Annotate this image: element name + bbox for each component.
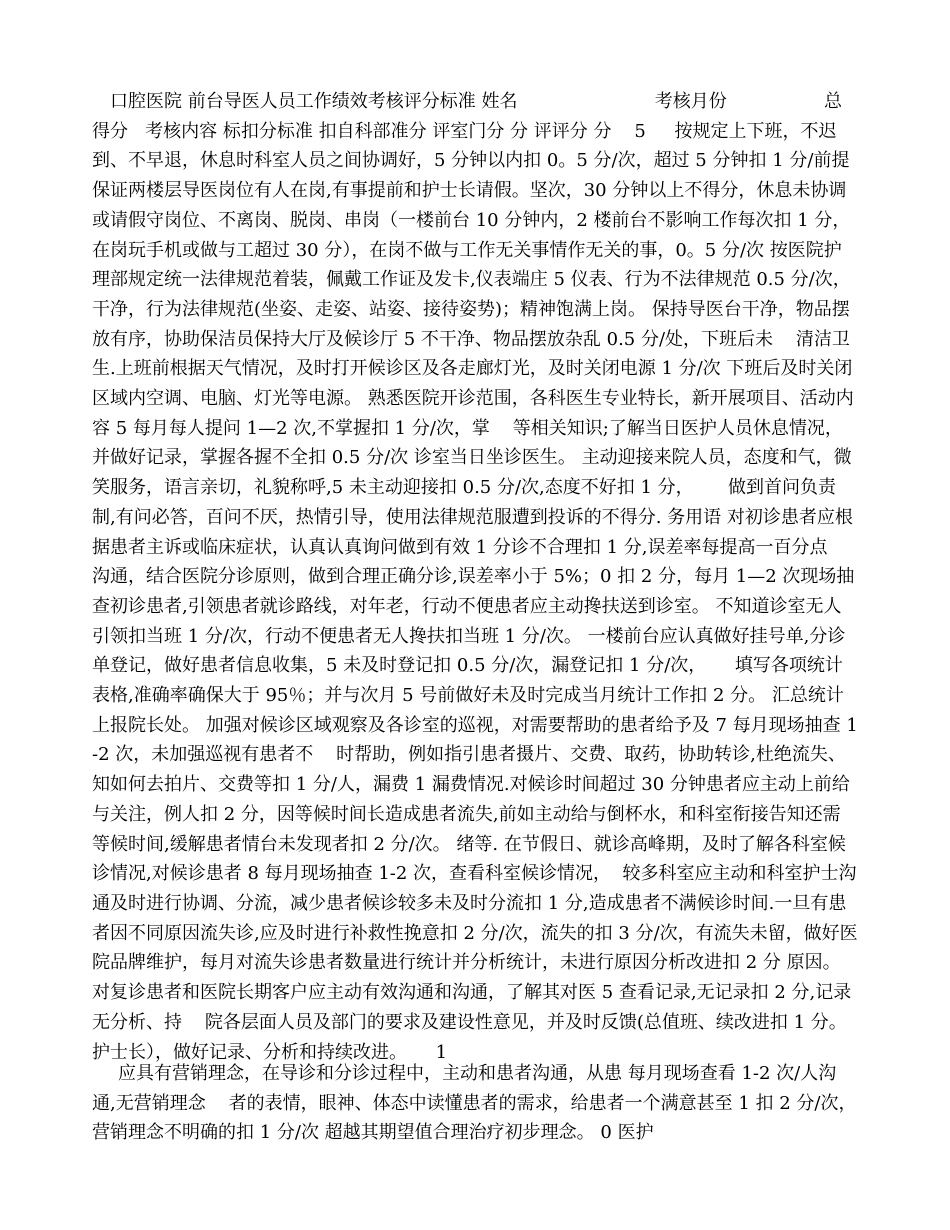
document-body-paragraph: 口腔医院 前台导医人员工作绩效考核评分标准 姓名 考核月份 总得分 考核内容 标扣分标准 扣自科部准分 评室门分 分 评评分 分 5 按规定上下班，不迟到、不早退，休息时科室人员之间协调好，5 分钟以内扣 0。5 分/次，超过 5 分钟扣 1 分/前提保证两楼层导医岗位有人在岗,有事提前和护士长请假。坚次，30 分钟以上不得分，休息未协调或请假守岗位、不离岗、脱岗、串岗（一楼前台 10 分钟内，2 楼前台不影响工作每次扣 1 分，在岗玩手机或做与工超过 30 分），在岗不做与工作无关事情作无关的事，0。5 分/次 按医院护理部规定统一法律规范着装，佩戴工作证及发卡,仪表端庄 5 仪表、行为不法律规范 0.5 分/次， 干净，行为法律规范(坐姿、走姿、站姿、接待姿势)；精神饱满上岗。 保持导医台干净，物品摆放有序，协助保洁员保持大厅及候诊厅 5 不干净、物品摆放杂乱 0.5 分/处，下班后未 清洁卫生.上班前根据天气情况，及时打开候诊区及各走廊灯光，及时关闭电源 1 分/次 下班后及时关闭区域内空调、电脑、灯光等电源。 熟悉医院开诊范围，各科医生专业特长，新开展项目、活动内容 5 每月每人提问 1—2 次,不掌握扣 1 分/次，掌 等相关知识;了解当日医护人员休息情况，并做好记录，掌握各握不全扣 0.5 分/次 诊室当日坐诊医生。 主动迎接来院人员，态度和气，微笑服务，语言亲切，礼貌称呼,5 未主动迎接扣 0.5 分/次,态度不好扣 1 分， 做到首问负责制,有问必答，百问不厌，热情引导，使用法律规范服遭到投诉的不得分. 务用语 对初诊患者应根据患者主诉或临床症状，认真认真询问做到有效 1 分诊不合理扣 1 分,误差率每提高一百分点 沟通，结合医院分诊原则，做到合理正确分诊,误差率小于 5%；0 扣 2 分，每月 1—2 次现场抽查初诊患者,引领患者就诊路线，对年老，行动不便患者应主动搀扶送到诊室。 不知道诊室无人引领扣当班 1 分/次，行动不便患者无人搀扶扣当班 1 分/次。 一楼前台应认真做好挂号单,分诊单登记，做好患者信息收集，5 未及时登记扣 0.5 分/次，漏登记扣 1 分/次， 填写各项统计表格,准确率确保大于 95％；并与次月 5 号前做好未及时完成当月统计工作扣 2 分。 汇总统计上报院长处。 加强对候诊区域观察及各诊室的巡视，对需要帮助的患者给予及 7 每月现场抽查 1-2 次，未加强巡视有患者不 时帮助，例如指引患者摄片、交费、取药，协助转诊,杜绝流失、知如何去拍片、交费等扣 1 分/人，漏费 1 漏费情况.对候诊时间超过 30 分钟患者应主动上前给与关注，例人扣 2 分，因等候时间长造成患者流失,前如主动给与倒杯水，和科室衔接告知还需等候时间,缓解患者情台未发现者扣 2 分/次。 绪等. 在节假日、就诊高峰期，及时了解各科室候诊情况,对候诊患者 8 每月现场抽查 1-2 次，查看科室候诊情况， 较多科室应主动和科室护士沟通及时进行协调、分流，减少患者候诊较多未及时分流扣 1 分,造成患者不满候诊时间.一旦有患者因不同原因流失诊,应及时进行补救性挽意扣 2 分/次，流失的扣 3 分/次，有流失未留，做好医院品牌维护，每月对流失诊患者数量进行统计并分析统计，未进行原因分析改进扣 2 分 原因。 对复诊患者和医院长期客户应主动有效沟通和沟通，了解其对医 5 查看记录,无记录扣 2 分,记录无分析、持 院各层面人员及部门的要求及建设性意见，并及时反馈(总值班、续改进扣 1 分。 护士长），做好记录、分析和持续改进。 1 <box>92 91 891 1063</box>
document-body-paragraph: 应具有营销理念，在导诊和分诊过程中，主动和患者沟通，从患 每月现场查看 1-2 次/人沟通,无营销理念 者的表情，眼神、体态中读懂患者的需求，给患者一个满意甚至 1 扣 2 分/次，营销理念不明确的扣 1 分/次 超越其期望值合理治疗初步理念。 0 医护 <box>92 1063 857 1144</box>
